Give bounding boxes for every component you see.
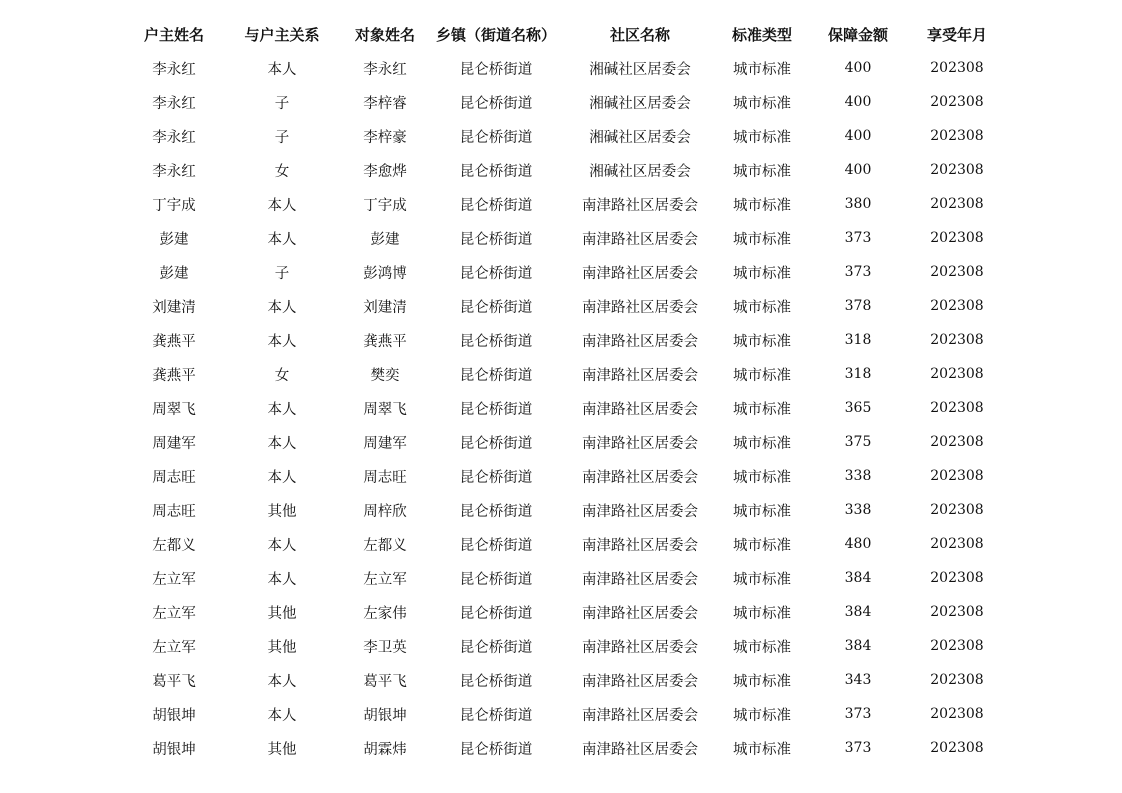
benefit-month-cell: 202308 (930, 298, 984, 314)
subject-name-cell: 李梓豪 (363, 129, 407, 146)
community-name-cell: 南津路社区居委会 (582, 503, 698, 520)
table-row (120, 153, 1000, 187)
standard-type-cell: 城市标准 (733, 299, 791, 316)
guarantee-amount-cell: 365 (844, 400, 872, 416)
standard-type-cell: 城市标准 (733, 707, 791, 724)
guarantee-amount-cell: 384 (844, 604, 872, 620)
community-name-cell: 南津路社区居委会 (582, 333, 698, 350)
relationship-cell: 本人 (267, 231, 297, 248)
benefit-month-cell: 202308 (930, 434, 984, 450)
benefit-month-cell: 202308 (930, 400, 984, 416)
benefit-month-cell: 202308 (930, 672, 984, 688)
benefit-month-cell: 202308 (930, 332, 984, 348)
relationship-cell: 其他 (267, 741, 297, 758)
relationship-cell: 其他 (267, 639, 297, 656)
householder-name-cell: 彭建 (159, 231, 189, 248)
relationship-cell: 子 (274, 265, 290, 282)
benefit-month-cell: 202308 (930, 128, 984, 144)
table-row (120, 357, 1000, 391)
town-street-cell: 昆仑桥街道 (459, 231, 533, 248)
guarantee-amount-cell: 400 (844, 128, 872, 144)
town-street-cell: 昆仑桥街道 (459, 163, 533, 180)
table-row (120, 85, 1000, 119)
householder-name-cell: 龚燕平 (152, 333, 196, 350)
relationship-cell: 本人 (267, 61, 297, 78)
benefit-month-cell: 202308 (930, 536, 984, 552)
subject-name-cell: 周梓欣 (363, 503, 407, 520)
subject-name-cell: 彭建 (370, 231, 400, 248)
guarantee-amount-cell: 400 (844, 162, 872, 178)
community-name-cell: 南津路社区居委会 (582, 639, 698, 656)
community-name-cell: 南津路社区居委会 (582, 741, 698, 758)
header-standard-type: 标准类型 (731, 25, 792, 44)
table-row (120, 697, 1000, 731)
town-street-cell: 昆仑桥街道 (459, 673, 533, 690)
householder-name-cell: 彭建 (159, 265, 189, 282)
relationship-cell: 女 (274, 163, 290, 180)
header-relationship: 与户主关系 (244, 25, 320, 44)
subject-name-cell: 彭鸿博 (363, 265, 407, 282)
householder-name-cell: 刘建清 (152, 299, 196, 316)
town-street-cell: 昆仑桥街道 (459, 503, 533, 520)
table-row (120, 595, 1000, 629)
standard-type-cell: 城市标准 (733, 197, 791, 214)
guarantee-amount-cell: 384 (844, 638, 872, 654)
standard-type-cell: 城市标准 (733, 435, 791, 452)
benefit-month-cell: 202308 (930, 638, 984, 654)
table-row (120, 561, 1000, 595)
guarantee-amount-cell: 400 (844, 60, 872, 76)
standard-type-cell: 城市标准 (733, 605, 791, 622)
table-header (120, 17, 1000, 51)
community-name-cell: 南津路社区居委会 (582, 401, 698, 418)
town-street-cell: 昆仑桥街道 (459, 95, 533, 112)
householder-name-cell: 左立军 (152, 571, 196, 588)
relationship-cell: 本人 (267, 299, 297, 316)
town-street-cell: 昆仑桥街道 (459, 367, 533, 384)
householder-name-cell: 李永红 (152, 163, 196, 180)
subject-name-cell: 周志旺 (363, 469, 407, 486)
table-row (120, 255, 1000, 289)
community-name-cell: 湘碱社区居委会 (589, 129, 691, 146)
guarantee-amount-cell: 375 (844, 434, 872, 450)
community-name-cell: 南津路社区居委会 (582, 571, 698, 588)
householder-name-cell: 龚燕平 (152, 367, 196, 384)
table-row (120, 119, 1000, 153)
householder-name-cell: 左立军 (152, 605, 196, 622)
guarantee-amount-cell: 318 (844, 332, 872, 348)
table-row (120, 425, 1000, 459)
subject-name-cell: 胡银坤 (363, 707, 407, 724)
householder-name-cell: 李永红 (152, 95, 196, 112)
benefit-month-cell: 202308 (930, 230, 984, 246)
relationship-cell: 本人 (267, 571, 297, 588)
benefit-month-cell: 202308 (930, 264, 984, 280)
subject-name-cell: 李卫英 (363, 639, 407, 656)
town-street-cell: 昆仑桥街道 (459, 129, 533, 146)
community-name-cell: 南津路社区居委会 (582, 299, 698, 316)
guarantee-amount-cell: 480 (844, 536, 872, 552)
community-name-cell: 南津路社区居委会 (582, 537, 698, 554)
town-street-cell: 昆仑桥街道 (459, 197, 533, 214)
header-householder-name: 户主姓名 (143, 25, 204, 44)
relationship-cell: 其他 (267, 605, 297, 622)
standard-type-cell: 城市标准 (733, 673, 791, 690)
standard-type-cell: 城市标准 (733, 741, 791, 758)
table-row (120, 289, 1000, 323)
community-name-cell: 南津路社区居委会 (582, 435, 698, 452)
guarantee-amount-cell: 318 (844, 366, 872, 382)
guarantee-amount-cell: 343 (844, 672, 872, 688)
community-name-cell: 湘碱社区居委会 (589, 95, 691, 112)
guarantee-amount-cell: 384 (844, 570, 872, 586)
community-name-cell: 湘碱社区居委会 (589, 163, 691, 180)
standard-type-cell: 城市标准 (733, 367, 791, 384)
subject-name-cell: 刘建清 (363, 299, 407, 316)
benefit-month-cell: 202308 (930, 468, 984, 484)
table-row (120, 493, 1000, 527)
guarantee-amount-cell: 373 (844, 230, 872, 246)
subject-name-cell: 周建军 (363, 435, 407, 452)
community-name-cell: 南津路社区居委会 (582, 469, 698, 486)
town-street-cell: 昆仑桥街道 (459, 537, 533, 554)
subject-name-cell: 李永红 (363, 61, 407, 78)
community-name-cell: 南津路社区居委会 (582, 231, 698, 248)
subject-name-cell: 左家伟 (363, 605, 407, 622)
table-row (120, 51, 1000, 85)
householder-name-cell: 周志旺 (152, 469, 196, 486)
subject-name-cell: 李愈烨 (363, 163, 407, 180)
standard-type-cell: 城市标准 (733, 639, 791, 656)
community-name-cell: 南津路社区居委会 (582, 707, 698, 724)
relationship-cell: 本人 (267, 401, 297, 418)
guarantee-amount-cell: 400 (844, 94, 872, 110)
subject-name-cell: 左都义 (363, 537, 407, 554)
relationship-cell: 本人 (267, 673, 297, 690)
community-name-cell: 湘碱社区居委会 (589, 61, 691, 78)
town-street-cell: 昆仑桥街道 (459, 741, 533, 758)
householder-name-cell: 丁宇成 (152, 197, 196, 214)
header-town-street: 乡镇（街道名称） (435, 25, 556, 44)
beneficiary-table (120, 17, 1000, 765)
benefit-month-cell: 202308 (930, 570, 984, 586)
benefit-month-cell: 202308 (930, 706, 984, 722)
header-row (120, 17, 1000, 51)
header-benefit-month: 享受年月 (926, 25, 987, 44)
householder-name-cell: 李永红 (152, 129, 196, 146)
header-community-name: 社区名称 (609, 25, 670, 44)
subject-name-cell: 周翠飞 (363, 401, 407, 418)
town-street-cell: 昆仑桥街道 (459, 707, 533, 724)
relationship-cell: 子 (274, 129, 290, 146)
table-row (120, 527, 1000, 561)
relationship-cell: 子 (274, 95, 290, 112)
town-street-cell: 昆仑桥街道 (459, 469, 533, 486)
community-name-cell: 南津路社区居委会 (582, 673, 698, 690)
table-row (120, 629, 1000, 663)
guarantee-amount-cell: 373 (844, 264, 872, 280)
standard-type-cell: 城市标准 (733, 265, 791, 282)
subject-name-cell: 左立军 (363, 571, 407, 588)
table-row (120, 391, 1000, 425)
town-street-cell: 昆仑桥街道 (459, 571, 533, 588)
standard-type-cell: 城市标准 (733, 503, 791, 520)
guarantee-amount-cell: 378 (844, 298, 872, 314)
subject-name-cell: 樊奕 (370, 367, 400, 384)
benefit-month-cell: 202308 (930, 94, 984, 110)
standard-type-cell: 城市标准 (733, 163, 791, 180)
town-street-cell: 昆仑桥街道 (459, 401, 533, 418)
standard-type-cell: 城市标准 (733, 129, 791, 146)
standard-type-cell: 城市标准 (733, 537, 791, 554)
relationship-cell: 本人 (267, 197, 297, 214)
subject-name-cell: 胡霖炜 (363, 741, 407, 758)
standard-type-cell: 城市标准 (733, 401, 791, 418)
town-street-cell: 昆仑桥街道 (459, 435, 533, 452)
community-name-cell: 南津路社区居委会 (582, 265, 698, 282)
householder-name-cell: 李永红 (152, 61, 196, 78)
benefit-month-cell: 202308 (930, 604, 984, 620)
guarantee-amount-cell: 338 (844, 468, 872, 484)
table-row (120, 221, 1000, 255)
householder-name-cell: 周建军 (152, 435, 196, 452)
table-row (120, 187, 1000, 221)
standard-type-cell: 城市标准 (733, 95, 791, 112)
community-name-cell: 南津路社区居委会 (582, 197, 698, 214)
subject-name-cell: 葛平飞 (363, 673, 407, 690)
householder-name-cell: 周志旺 (152, 503, 196, 520)
town-street-cell: 昆仑桥街道 (459, 639, 533, 656)
community-name-cell: 南津路社区居委会 (582, 367, 698, 384)
table-row (120, 459, 1000, 493)
town-street-cell: 昆仑桥街道 (459, 299, 533, 316)
benefit-month-cell: 202308 (930, 740, 984, 756)
benefit-month-cell: 202308 (930, 60, 984, 76)
town-street-cell: 昆仑桥街道 (459, 333, 533, 350)
householder-name-cell: 胡银坤 (152, 741, 196, 758)
householder-name-cell: 葛平飞 (152, 673, 196, 690)
header-guarantee-amount: 保障金额 (827, 25, 888, 44)
community-name-cell: 南津路社区居委会 (582, 605, 698, 622)
header-subject-name: 对象姓名 (354, 25, 415, 44)
relationship-cell: 本人 (267, 469, 297, 486)
standard-type-cell: 城市标准 (733, 571, 791, 588)
standard-type-cell: 城市标准 (733, 333, 791, 350)
town-street-cell: 昆仑桥街道 (459, 605, 533, 622)
table-row (120, 731, 1000, 765)
benefit-month-cell: 202308 (930, 196, 984, 212)
town-street-cell: 昆仑桥街道 (459, 265, 533, 282)
guarantee-amount-cell: 338 (844, 502, 872, 518)
guarantee-amount-cell: 373 (844, 706, 872, 722)
householder-name-cell: 左立军 (152, 639, 196, 656)
standard-type-cell: 城市标准 (733, 469, 791, 486)
relationship-cell: 女 (274, 367, 290, 384)
benefit-month-cell: 202308 (930, 162, 984, 178)
table-body (120, 51, 1000, 765)
relationship-cell: 本人 (267, 435, 297, 452)
householder-name-cell: 周翠飞 (152, 401, 196, 418)
town-street-cell: 昆仑桥街道 (459, 61, 533, 78)
relationship-cell: 本人 (267, 537, 297, 554)
benefit-month-cell: 202308 (930, 502, 984, 518)
table-row (120, 323, 1000, 357)
standard-type-cell: 城市标准 (733, 231, 791, 248)
relationship-cell: 本人 (267, 707, 297, 724)
householder-name-cell: 左都义 (152, 537, 196, 554)
subject-name-cell: 李梓睿 (363, 95, 407, 112)
relationship-cell: 其他 (267, 503, 297, 520)
benefit-month-cell: 202308 (930, 366, 984, 382)
guarantee-amount-cell: 373 (844, 740, 872, 756)
table-row (120, 663, 1000, 697)
document-page (120, 17, 1000, 765)
relationship-cell: 本人 (267, 333, 297, 350)
guarantee-amount-cell: 380 (844, 196, 872, 212)
householder-name-cell: 胡银坤 (152, 707, 196, 724)
standard-type-cell: 城市标准 (733, 61, 791, 78)
subject-name-cell: 龚燕平 (363, 333, 407, 350)
subject-name-cell: 丁宇成 (363, 197, 407, 214)
